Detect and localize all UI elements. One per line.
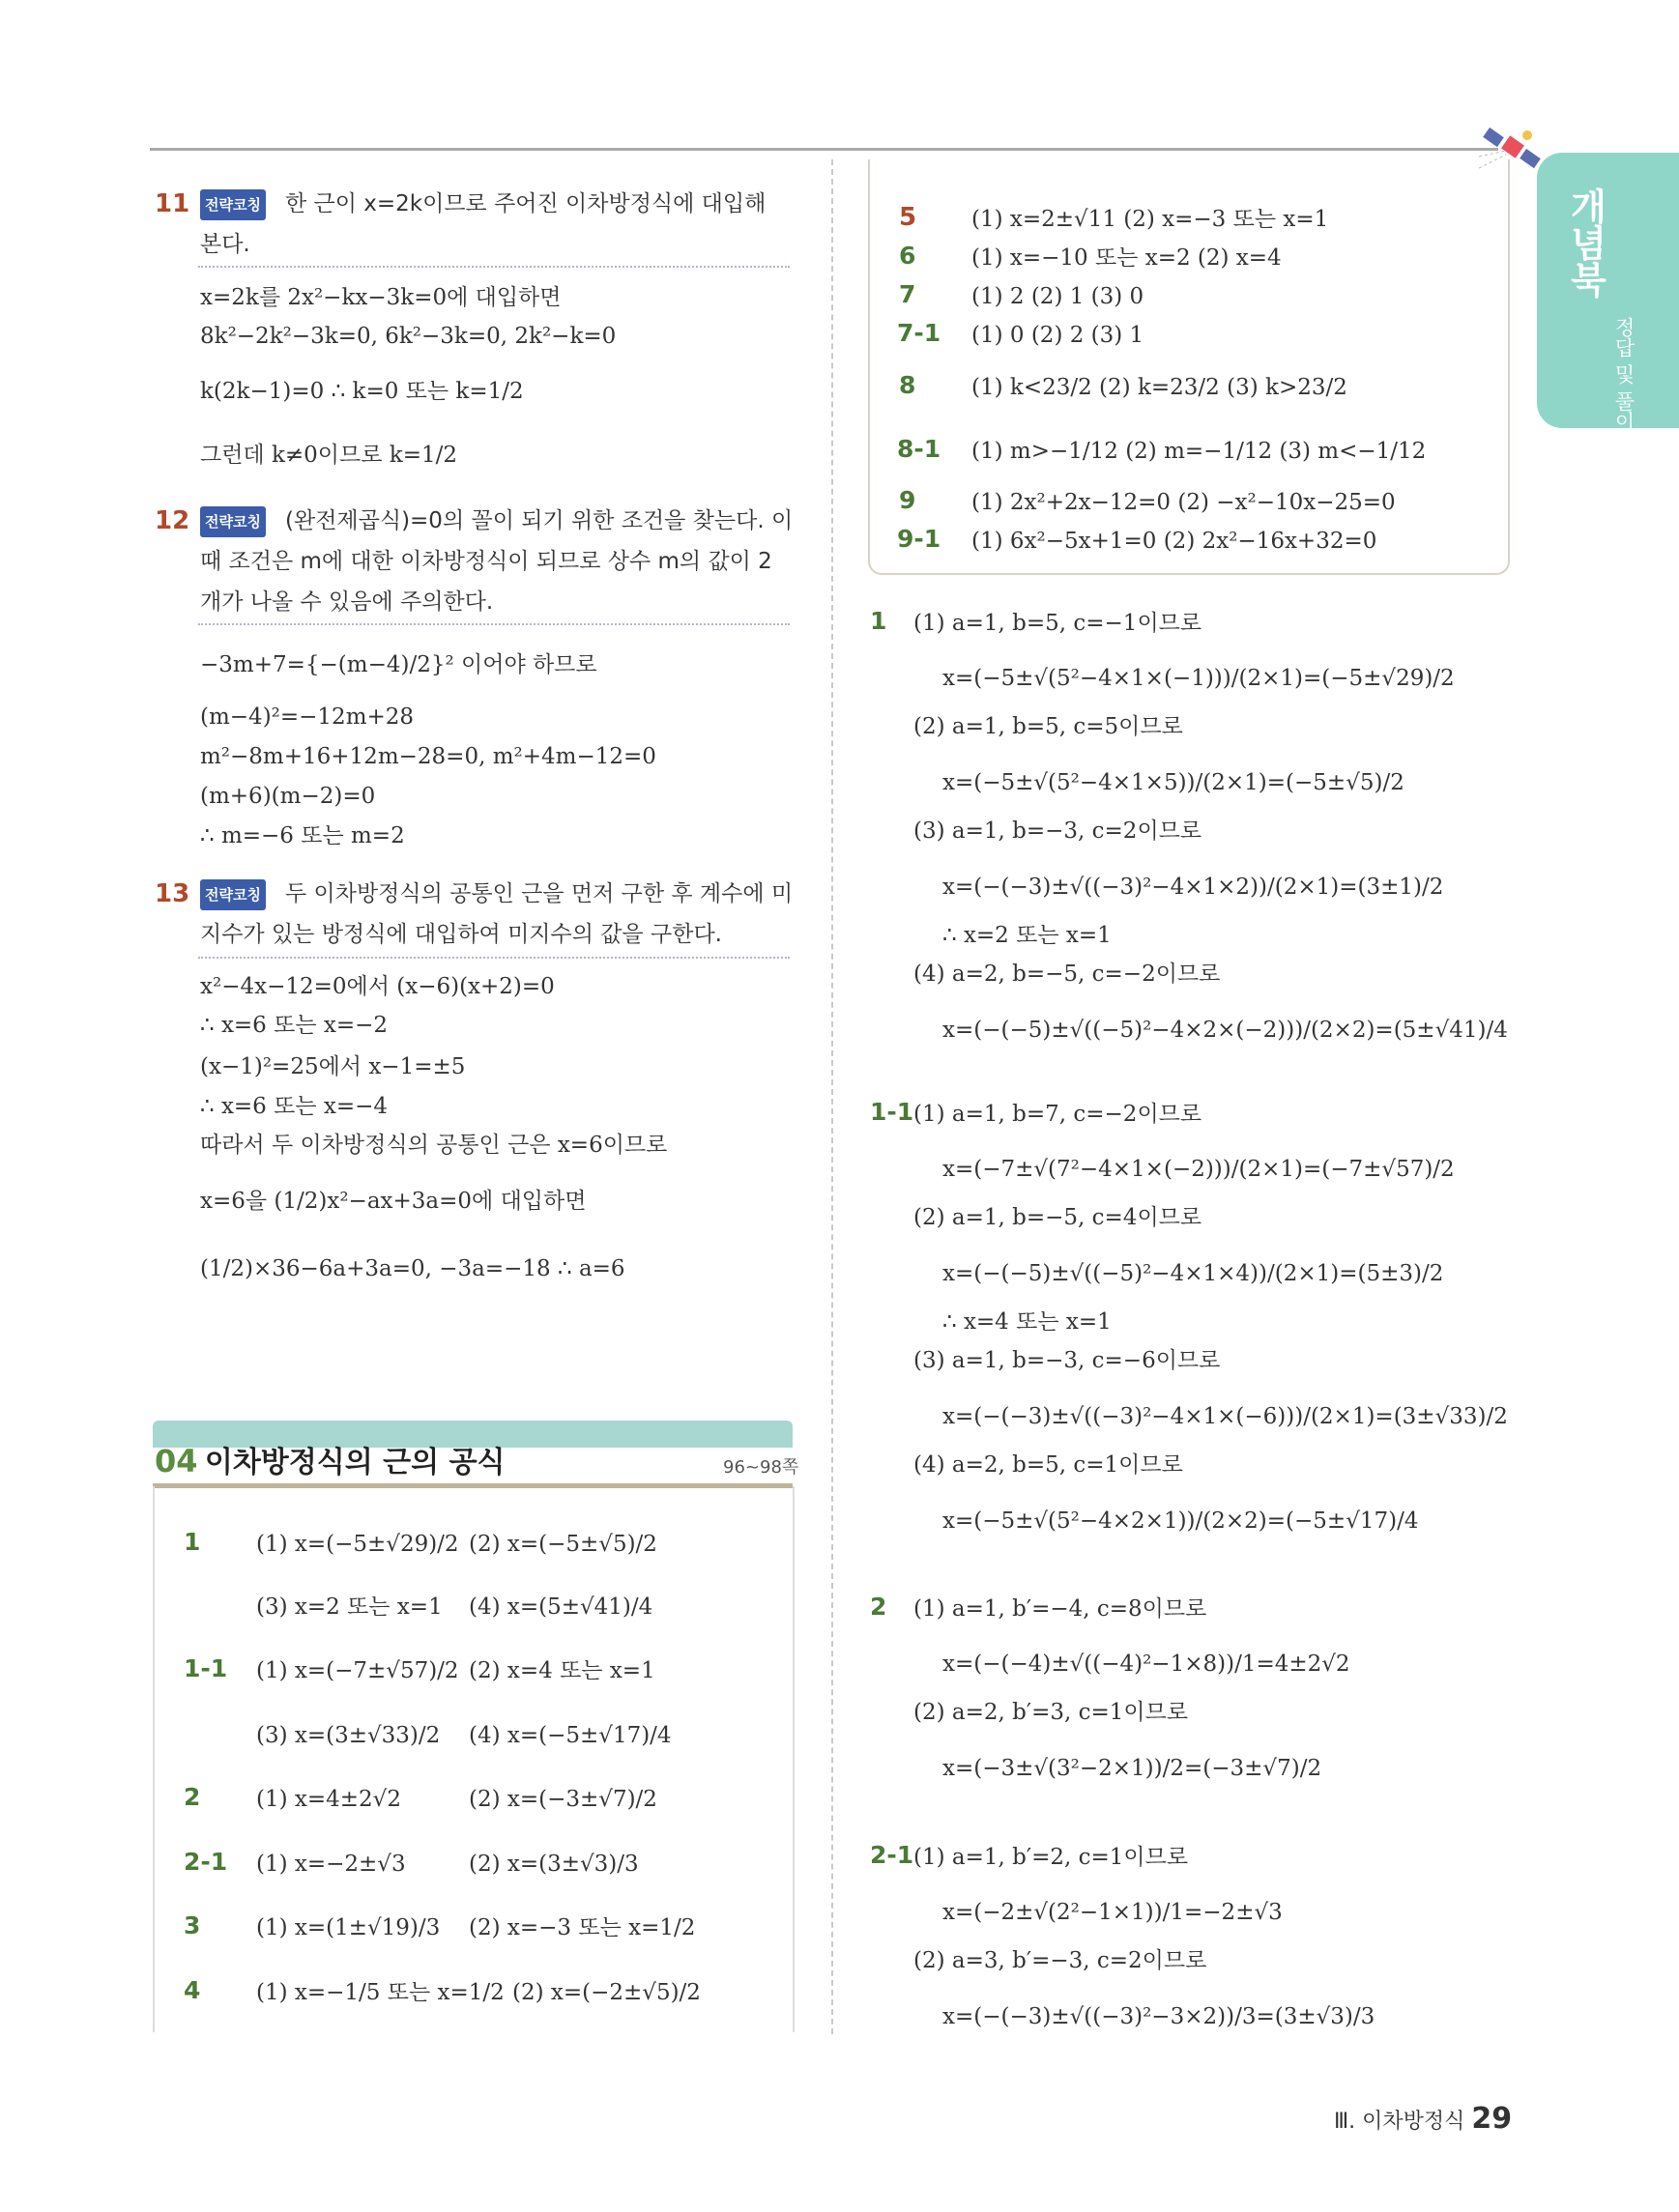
solution-line: (1) a=1, b=5, c=−1이므로 xyxy=(913,611,1202,636)
solution-line: 그런데 k≠0이므로 k=1/2 xyxy=(200,443,457,468)
solution-line: 따라서 두 이차방정식의 공통인 근은 x=6이므로 xyxy=(200,1133,668,1158)
answer-number: 8 xyxy=(899,371,916,399)
solution-line: x=2k를 2x²−kx−3k=0에 대입하면 xyxy=(200,285,562,310)
top-rule xyxy=(150,148,1498,151)
solution-line: m²−8m+16+12m−28=0, m²+4m−12=0 xyxy=(200,744,656,769)
solution-line: (2) a=2, b′=3, c=1이므로 xyxy=(913,1700,1189,1725)
solution-line: (x−1)²=25에서 x−1=±5 xyxy=(200,1054,466,1079)
solution-line: (3) a=1, b=−3, c=2이므로 xyxy=(913,819,1202,844)
solution-line: (m+6)(m−2)=0 xyxy=(200,784,376,809)
answer-number: 2-1 xyxy=(184,1848,228,1876)
problem-number: 13 xyxy=(155,879,190,908)
solution-line: (3) a=1, b=−3, c=−6이므로 xyxy=(913,1348,1221,1373)
answer-item: (3) x=(3±√33)/2 xyxy=(256,1723,441,1748)
solution-line: x=(−5±√(5²−4×2×1))/(2×2)=(−5±√17)/4 xyxy=(942,1508,1419,1534)
section-border-left xyxy=(153,1486,155,2032)
solution-line: (2) a=3, b′=−3, c=2이므로 xyxy=(913,1948,1207,1973)
answer-item: (2) x=(−2±√5)/2 xyxy=(512,1980,701,2005)
solution-number: 2 xyxy=(870,1593,887,1621)
solution-number: 1-1 xyxy=(870,1098,914,1126)
solution-line: k(2k−1)=0 ∴ k=0 또는 k=1/2 xyxy=(200,379,524,404)
solution-line: x=(−7±√(7²−4×1×(−2)))/(2×1)=(−7±√57)/2 xyxy=(942,1157,1455,1182)
answer-item: (2) x=(−5±√5)/2 xyxy=(469,1532,657,1557)
answer-number: 9 xyxy=(899,486,916,514)
answer-item: (1) 0 (2) 2 (3) 1 xyxy=(971,323,1144,348)
dotted-divider xyxy=(198,623,790,625)
strategy-badge: 전략코칭 xyxy=(200,879,266,910)
side-tab-section: 정답 및 풀이 xyxy=(1612,317,1636,432)
solution-line: x=(−5±√(5²−4×1×5))/(2×1)=(−5±√5)/2 xyxy=(942,770,1404,795)
hint-line: 두 이차방정식의 공통인 근을 먼저 구한 후 계수에 미 xyxy=(285,881,794,906)
answer-item: (1) x=2±√11 (2) x=−3 또는 x=1 xyxy=(971,207,1329,232)
section-heading xyxy=(155,1443,506,1479)
column-separator xyxy=(831,159,833,2034)
answer-number: 5 xyxy=(899,203,917,232)
answer-number: 8-1 xyxy=(897,435,941,463)
solution-line: x=(−5±√(5²−4×1×(−1)))/(2×1)=(−5±√29)/2 xyxy=(942,666,1455,691)
section-header-band xyxy=(153,1421,793,1448)
solution-line: x=(−(−5)±√((−5)²−4×1×4))/(2×1)=(5±3)/2 xyxy=(942,1261,1444,1286)
solution-line: ∴ x=4 또는 x=1 xyxy=(942,1309,1112,1335)
side-tab[interactable] xyxy=(1537,153,1679,432)
section-title: 이차방정식의 근의 공식 xyxy=(204,1446,506,1479)
hint-line: 한 근이 x=2k이므로 주어진 이차방정식에 대입해 xyxy=(285,191,767,216)
answer-number: 2 xyxy=(184,1783,201,1811)
solution-line: (1) a=1, b=7, c=−2이므로 xyxy=(913,1102,1202,1127)
answer-item: (1) 6x²−5x+1=0 (2) 2x²−16x+32=0 xyxy=(971,529,1377,554)
solution-line: ∴ x=6 또는 x=−4 xyxy=(200,1094,389,1119)
answer-item: (4) x=(5±√41)/4 xyxy=(469,1594,653,1620)
answer-item: (2) x=(−3±√7)/2 xyxy=(469,1787,657,1812)
answer-number: 1 xyxy=(184,1528,201,1556)
solution-line: (m−4)²=−12m+28 xyxy=(200,704,415,730)
answer-item: (1) x=4±2√2 xyxy=(256,1787,401,1812)
answer-item: (2) x=−3 또는 x=1/2 xyxy=(469,1915,696,1940)
solution-line: x=(−(−3)±√((−3)²−3×2))/3=(3±√3)/3 xyxy=(942,2004,1375,2029)
side-tab-book: 개념북 xyxy=(1564,187,1607,298)
solution-line: (2) a=1, b=5, c=5이므로 xyxy=(913,714,1183,739)
answer-number: 4 xyxy=(184,1976,201,2004)
answer-item: (1) x=(−7±√57)/2 xyxy=(256,1658,459,1683)
solution-number: 1 xyxy=(870,607,887,635)
solution-line: (1) a=1, b′=−4, c=8이므로 xyxy=(913,1596,1207,1622)
answer-item: (2) x=(3±√3)/3 xyxy=(469,1852,639,1877)
solution-line: x²−4x−12=0에서 (x−6)(x+2)=0 xyxy=(200,974,555,999)
solution-line: x=(−(−5)±√((−5)²−4×2×(−2)))/(2×2)=(5±√41)/4 xyxy=(942,1018,1508,1043)
solution-line: (1/2)×36−6a+3a=0, −3a=−18 ∴ a=6 xyxy=(200,1256,625,1281)
solution-line: x=(−2±√(2²−1×1))/1=−2±√3 xyxy=(942,1900,1283,1925)
answer-item: (4) x=(−5±√17)/4 xyxy=(469,1723,672,1748)
solution-line: x=6을 (1/2)x²−ax+3a=0에 대입하면 xyxy=(200,1189,587,1214)
solution-line: −3m+7={−(m−4)/2}² 이어야 하므로 xyxy=(200,652,597,677)
solution-number: 2-1 xyxy=(870,1841,914,1869)
hint-line: 지수가 있는 방정식에 대입하여 미지수의 값을 구한다. xyxy=(200,922,722,947)
section-rule xyxy=(153,1483,793,1488)
dotted-divider xyxy=(198,957,790,959)
page-number: 29 xyxy=(1471,2102,1513,2136)
solution-line: x=(−(−3)±√((−3)²−4×1×(−6)))/(2×1)=(3±√33)/2 xyxy=(942,1404,1508,1429)
solution-line: ∴ x=6 또는 x=−2 xyxy=(200,1013,389,1038)
section-pages: 96~98쪽 xyxy=(723,1457,799,1478)
dotted-divider xyxy=(198,266,790,268)
answer-number: 1-1 xyxy=(184,1654,228,1682)
hint-line: 때 조건은 m에 대한 이차방정식이 되므로 상수 m의 값이 2 xyxy=(200,549,772,574)
problem-number: 11 xyxy=(155,189,190,218)
solution-line: x=(−(−4)±√((−4)²−1×8))/1=4±2√2 xyxy=(942,1652,1350,1677)
answer-item: (1) x=(1±√19)/3 xyxy=(256,1915,441,1940)
answer-item: (1) x=(−5±√29)/2 xyxy=(256,1532,459,1557)
answer-item: (1) k<23/2 (2) k=23/2 (3) k>23/2 xyxy=(971,375,1347,400)
solution-line: (4) a=2, b=−5, c=−2이므로 xyxy=(913,962,1221,987)
strategy-badge: 전략코칭 xyxy=(200,506,266,537)
answer-item: (3) x=2 또는 x=1 xyxy=(256,1594,443,1620)
page-footer xyxy=(1334,2102,1513,2137)
strategy-badge: 전략코칭 xyxy=(200,189,266,220)
answer-number: 7-1 xyxy=(897,319,941,347)
answer-item: (1) 2 (2) 1 (3) 0 xyxy=(971,284,1144,309)
answer-item: (1) 2x²+2x−12=0 (2) −x²−10x−25=0 xyxy=(971,490,1396,515)
solution-line: ∴ x=2 또는 x=1 xyxy=(942,923,1112,948)
answer-item: (1) x=−10 또는 x=2 (2) x=4 xyxy=(971,245,1282,271)
answer-number: 6 xyxy=(899,242,916,270)
section-border-right xyxy=(793,1486,795,2032)
solution-line: x=(−3±√(3²−2×1))/2=(−3±√7)/2 xyxy=(942,1756,1322,1781)
answer-item: (1) x=−2±√3 xyxy=(256,1852,406,1877)
hint-line: 본다. xyxy=(200,232,250,257)
chapter-label: Ⅲ. 이차방정식 xyxy=(1334,2110,1465,2134)
answer-number: 7 xyxy=(899,280,916,308)
hint-line: 개가 나올 수 있음에 주의한다. xyxy=(200,589,494,615)
answer-item: (1) m>−1/12 (2) m=−1/12 (3) m<−1/12 xyxy=(971,439,1427,464)
solution-line: (4) a=2, b=5, c=1이므로 xyxy=(913,1452,1183,1478)
answer-number: 3 xyxy=(184,1911,201,1939)
solution-line: ∴ m=−6 또는 m=2 xyxy=(200,823,405,848)
section-number: 04 xyxy=(155,1443,198,1479)
problem-number: 12 xyxy=(155,506,190,535)
answer-item: (1) x=−1/5 또는 x=1/2 xyxy=(256,1980,505,2005)
solution-line: x=(−(−3)±√((−3)²−4×1×2))/(2×1)=(3±1)/2 xyxy=(942,875,1444,900)
answer-number: 9-1 xyxy=(897,525,941,553)
solution-line: (2) a=1, b=−5, c=4이므로 xyxy=(913,1205,1202,1230)
solution-line: 8k²−2k²−3k=0, 6k²−3k=0, 2k²−k=0 xyxy=(200,324,617,349)
answer-item: (2) x=4 또는 x=1 xyxy=(469,1658,655,1683)
solution-line: (1) a=1, b′=2, c=1이므로 xyxy=(913,1845,1189,1870)
hint-line: (완전제곱식)=0의 꼴이 되기 위한 조건을 찾는다. 이 xyxy=(285,508,794,533)
